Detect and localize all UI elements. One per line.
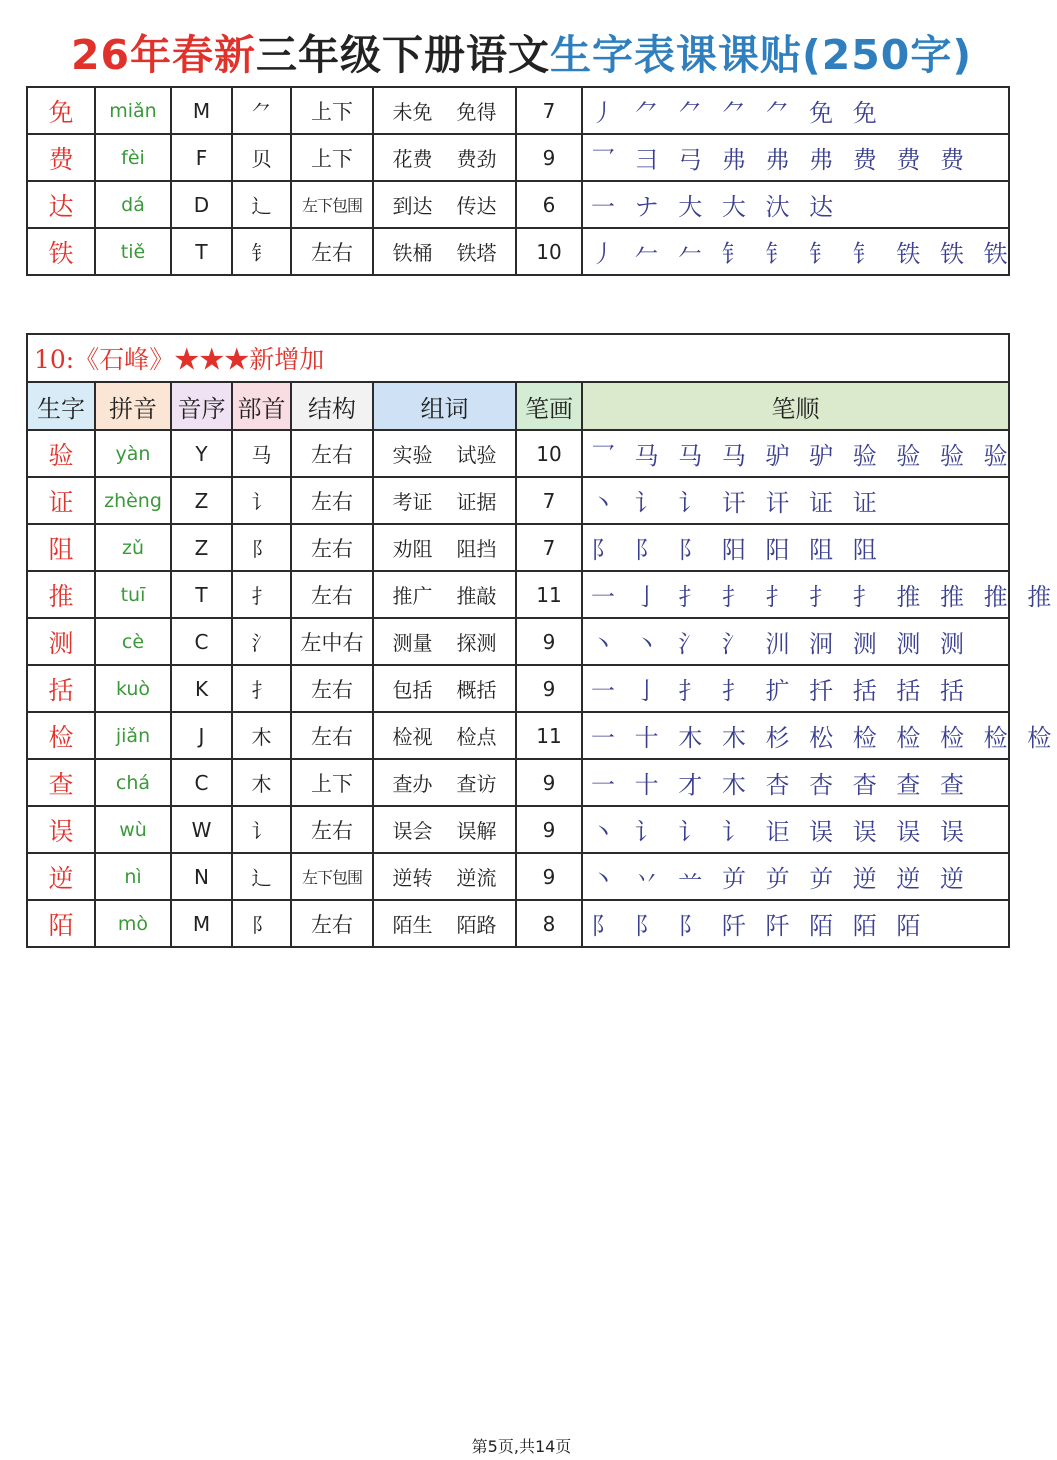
structure-cell: 左右 [291, 712, 373, 759]
word-2: 铁塔 [456, 241, 497, 265]
word-2: 传达 [456, 194, 497, 218]
char-cell: 测 [27, 618, 95, 665]
structure-cell: 左右 [291, 524, 373, 571]
char-cell: 陌 [27, 900, 95, 947]
radical-cell: 辶 [232, 853, 291, 900]
order-cell: M [171, 900, 232, 947]
radical-cell: 辶 [232, 181, 291, 228]
strokes-cell: 9 [516, 806, 582, 853]
order-cell: Z [171, 524, 232, 571]
word-2: 查访 [456, 772, 497, 796]
structure-cell: 左右 [291, 900, 373, 947]
words-cell [373, 228, 516, 275]
stroke-order-cell: 一 十 木 木 杉 松 检 检 检 检 检 [582, 712, 1009, 759]
table-row [27, 477, 1009, 524]
char-cell: 阻 [27, 524, 95, 571]
table-row [27, 853, 1009, 900]
strokes-cell: 7 [516, 477, 582, 524]
table-row [27, 87, 1009, 134]
word-1: 花费 [392, 147, 433, 171]
title-part-3: 生字表课课贴(250字) [550, 31, 973, 79]
stroke-order-cell: 一 十 才 木 杏 杏 杳 查 查 [582, 759, 1009, 806]
order-cell: T [171, 228, 232, 275]
structure-cell: 左右 [291, 430, 373, 477]
words-cell [373, 181, 516, 228]
table-row [27, 430, 1009, 477]
char-cell: 验 [27, 430, 95, 477]
stroke-order-cell: 一 亅 扌 扌 扩 扦 括 括 括 [582, 665, 1009, 712]
header-radical: 部首 [232, 382, 291, 430]
radical-cell: 氵 [232, 618, 291, 665]
order-cell: K [171, 665, 232, 712]
order-cell: Z [171, 477, 232, 524]
order-cell: N [171, 853, 232, 900]
strokes-cell: 7 [516, 524, 582, 571]
structure-cell: 左下包围 [291, 853, 373, 900]
word-2: 概括 [456, 678, 497, 702]
words-cell [373, 806, 516, 853]
order-cell: F [171, 134, 232, 181]
stroke-order-cell: 阝 阝 阝 阡 阡 陌 陌 陌 [582, 900, 1009, 947]
stroke-order-cell: 一 ナ 大 大 汏 达 [582, 181, 1009, 228]
stroke-order-cell: 乛 马 马 马 驴 驴 验 验 验 验 [582, 430, 1009, 477]
word-1: 包括 [392, 678, 433, 702]
word-1: 测量 [392, 631, 433, 655]
header-strokes: 笔画 [516, 382, 582, 430]
stroke-order-cell: 丿 𠂉 𠂉 钅 钅 钅 钅 铁 铁 铁 [582, 228, 1009, 275]
page-number: 第5页,共14页 [471, 1437, 572, 1456]
table-row [27, 900, 1009, 947]
header-row [27, 382, 1009, 430]
order-cell: Y [171, 430, 232, 477]
pinyin-cell: kuò [95, 665, 171, 712]
word-1: 逆转 [392, 866, 433, 890]
word-1: 查办 [392, 772, 433, 796]
structure-cell: 左右 [291, 477, 373, 524]
header-structure: 结构 [291, 382, 373, 430]
table-row [27, 712, 1009, 759]
pinyin-cell: nì [95, 853, 171, 900]
table-row [27, 524, 1009, 571]
word-2: 误解 [456, 819, 497, 843]
pinyin-cell: tiě [95, 228, 171, 275]
radical-cell: ⺈ [232, 87, 291, 134]
order-cell: J [171, 712, 232, 759]
header-order: 音序 [171, 382, 232, 430]
word-1: 劝阻 [392, 537, 433, 561]
pinyin-cell: zhèng [95, 477, 171, 524]
words-cell [373, 430, 516, 477]
stroke-order-cell: 阝 阝 阝 阳 阳 阻 阻 [582, 524, 1009, 571]
word-1: 陌生 [392, 913, 433, 937]
word-1: 误会 [392, 819, 433, 843]
header-words: 组词 [373, 382, 516, 430]
stroke-order-cell: 一 亅 扌 扌 扌 扌 扌 推 推 推 推 [582, 571, 1009, 618]
structure-cell: 上下 [291, 87, 373, 134]
word-2: 试验 [456, 443, 497, 467]
pinyin-cell: fèi [95, 134, 171, 181]
word-1: 推广 [392, 584, 433, 608]
radical-cell: 扌 [232, 665, 291, 712]
char-cell: 费 [27, 134, 95, 181]
title-part-2: 三年级下册语文 [256, 31, 550, 79]
strokes-cell: 9 [516, 665, 582, 712]
word-1: 实验 [392, 443, 433, 467]
header-sequence: 笔顺 [582, 382, 1009, 430]
strokes-cell: 11 [516, 712, 582, 759]
structure-cell: 左右 [291, 571, 373, 618]
words-cell [373, 87, 516, 134]
strokes-cell: 10 [516, 430, 582, 477]
radical-cell: 讠 [232, 477, 291, 524]
order-cell: C [171, 759, 232, 806]
word-2: 推敲 [456, 584, 497, 608]
radical-cell: 钅 [232, 228, 291, 275]
word-2: 费劲 [456, 147, 497, 171]
word-2: 检点 [456, 725, 497, 749]
stroke-order-cell: 丶 丷 䒑 屰 屰 屰 逆 逆 逆 [582, 853, 1009, 900]
table-row [27, 571, 1009, 618]
structure-cell: 左右 [291, 806, 373, 853]
pinyin-cell: zǔ [95, 524, 171, 571]
table-row [27, 665, 1009, 712]
pinyin-cell: tuī [95, 571, 171, 618]
lesson-10-character-table [26, 333, 1057, 948]
structure-cell: 左下包围 [291, 181, 373, 228]
char-cell: 误 [27, 806, 95, 853]
title-part-1: 26年春新 [70, 31, 256, 79]
pinyin-cell: miǎn [95, 87, 171, 134]
radical-cell: 马 [232, 430, 291, 477]
structure-cell: 上下 [291, 134, 373, 181]
words-cell [373, 759, 516, 806]
radical-cell: 阝 [232, 524, 291, 571]
header-char: 生字 [27, 382, 95, 430]
word-1: 未免 [392, 100, 433, 124]
lesson-title-row [27, 334, 1009, 382]
stroke-order-cell: 丶 讠 讠 讦 讦 证 证 [582, 477, 1009, 524]
word-1: 检视 [392, 725, 433, 749]
strokes-cell: 9 [516, 759, 582, 806]
char-cell: 免 [27, 87, 95, 134]
char-cell: 检 [27, 712, 95, 759]
table-row [27, 181, 1009, 228]
word-2: 证据 [456, 490, 497, 514]
radical-cell: 木 [232, 759, 291, 806]
page-title [0, 22, 1043, 81]
words-cell [373, 665, 516, 712]
strokes-cell: 8 [516, 900, 582, 947]
radical-cell: 讠 [232, 806, 291, 853]
char-cell: 推 [27, 571, 95, 618]
char-cell: 括 [27, 665, 95, 712]
radical-cell: 阝 [232, 900, 291, 947]
character-table-continued [26, 86, 1014, 276]
stroke-order-cell: 丶 丶 氵 氵 汌 泂 测 测 测 [582, 618, 1009, 665]
table-row [27, 759, 1009, 806]
words-cell [373, 571, 516, 618]
word-1: 铁桶 [392, 241, 433, 265]
word-1: 考证 [392, 490, 433, 514]
order-cell: C [171, 618, 232, 665]
char-cell: 铁 [27, 228, 95, 275]
lesson-title: 10:《石峰》★★★新增加 [27, 334, 1009, 382]
strokes-cell: 11 [516, 571, 582, 618]
structure-cell: 上下 [291, 759, 373, 806]
words-cell [373, 618, 516, 665]
strokes-cell: 10 [516, 228, 582, 275]
structure-cell: 左右 [291, 665, 373, 712]
word-2: 逆流 [456, 866, 497, 890]
header-pinyin: 拼音 [95, 382, 171, 430]
order-cell: W [171, 806, 232, 853]
word-1: 到达 [392, 194, 433, 218]
strokes-cell: 9 [516, 618, 582, 665]
order-cell: M [171, 87, 232, 134]
char-cell: 逆 [27, 853, 95, 900]
word-2: 陌路 [456, 913, 497, 937]
word-2: 阻挡 [456, 537, 497, 561]
char-cell: 证 [27, 477, 95, 524]
pinyin-cell: cè [95, 618, 171, 665]
char-cell: 查 [27, 759, 95, 806]
radical-cell: 贝 [232, 134, 291, 181]
strokes-cell: 7 [516, 87, 582, 134]
pinyin-cell: chá [95, 759, 171, 806]
stroke-order-cell: 丶 讠 讠 讠 讵 误 误 误 误 [582, 806, 1009, 853]
pinyin-cell: mò [95, 900, 171, 947]
structure-cell: 左右 [291, 228, 373, 275]
words-cell [373, 134, 516, 181]
order-cell: T [171, 571, 232, 618]
words-cell [373, 853, 516, 900]
radical-cell: 扌 [232, 571, 291, 618]
stroke-order-cell: 丿 ⺈ ⺈ ⺈ ⺈ 免 免 [582, 87, 1009, 134]
order-cell: D [171, 181, 232, 228]
words-cell [373, 477, 516, 524]
table-row [27, 134, 1009, 181]
strokes-cell: 9 [516, 134, 582, 181]
strokes-cell: 6 [516, 181, 582, 228]
radical-cell: 木 [232, 712, 291, 759]
word-2: 探测 [456, 631, 497, 655]
char-cell: 达 [27, 181, 95, 228]
pinyin-cell: jiǎn [95, 712, 171, 759]
words-cell [373, 712, 516, 759]
stroke-order-cell: 乛 ⺕ 弓 弗 弗 弗 费 费 费 [582, 134, 1009, 181]
table-row [27, 806, 1009, 853]
table-row [27, 228, 1009, 275]
pinyin-cell: wù [95, 806, 171, 853]
words-cell [373, 524, 516, 571]
strokes-cell: 9 [516, 853, 582, 900]
pinyin-cell: yàn [95, 430, 171, 477]
word-2: 免得 [456, 100, 497, 124]
pinyin-cell: dá [95, 181, 171, 228]
table-row [27, 618, 1009, 665]
structure-cell: 左中右 [291, 618, 373, 665]
words-cell [373, 900, 516, 947]
